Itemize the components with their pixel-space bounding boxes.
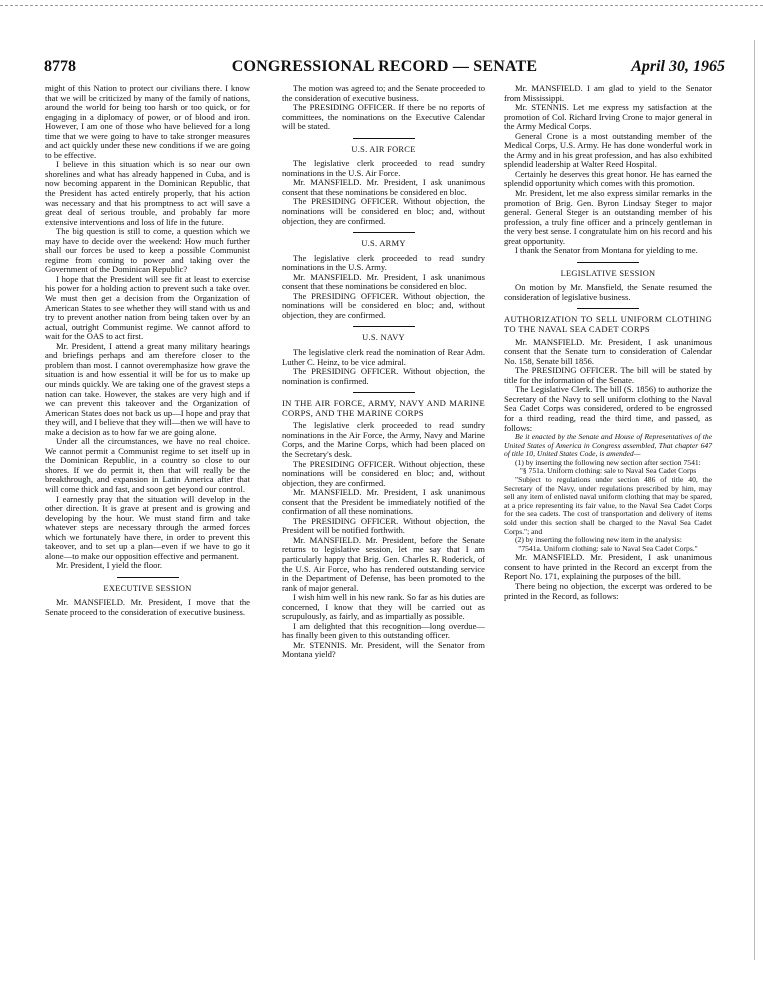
paragraph: Mr. MANSFIELD. Mr. President, before the Senate returns to legislative session, let me say that I am particularly happy that Brig. Gen. Charles R. Roderick, of the U.S. Air Force, who has rendered outstanding service in the Department of Defense, has been promoted to the rank of major general. [282, 534, 485, 593]
paragraph: I am delighted that this recognition—long overdue—has finally been given to this outstanding officer. [282, 620, 485, 641]
paragraph: The PRESIDING OFFICER. If there be no reports of committees, the nominations on the Executive Calendar will be stated. [282, 102, 485, 132]
paragraph: Mr. STENNIS. Let me express my satisfaction at the promotion of Col. Richard Irving Crone to major general in the Army Medical Corps. [504, 102, 712, 132]
paragraph: might of this Nation to protect our civilians there. I know that we will be criticized by many of the family of nations, around the world for being too harsh or too quick, or for engaging in a diplomacy of power, or of blood and iron. However, I am one of those who have believed for a long time that we were going to have to take stronger measures and act quickly under these new conditions if we are going to be effective. [45, 83, 250, 160]
page-number: 8778 [44, 58, 76, 75]
section-divider [353, 326, 415, 327]
paragraph: The legislative clerk read the nomination of Rear Adm. Luther C. Heinz, to be vice admiral. [282, 347, 485, 367]
paragraph: I wish him well in his new rank. So far as his duties are concerned, I know that they will be carried out as scrupulously, as fairly, and as impartially as possible. [282, 592, 485, 622]
paragraph: Mr. MANSFIELD. Mr. President, I ask unanimous consent that these nominations be considered en bloc. [282, 177, 485, 197]
paragraph: Mr. President, I attend a great many military hearings and briefings perhaps and am therefore closer to the problem than most. I cannot overemphasize how grave the situation is and how essential it will be for us to make up our minds quickly. We are taking one of the gravest steps a nation can take. However, the stakes are very high and if we can prevent this takeover and the Organization of American States does not back us up—I hope and pray that they will, and I believe that they will—then we will have to make a decision as to how far we are going alone. [45, 340, 250, 437]
section-divider [577, 262, 639, 263]
paragraph: The PRESIDING OFFICER. Without objection, the nominations will be considered en bloc; and, without objection, they are confirmed. [282, 290, 485, 320]
section-divider [117, 577, 179, 578]
paragraph: The PRESIDING OFFICER. Without objection, the nomination is confirmed. [282, 366, 485, 386]
paragraph: I earnestly pray that the situation will develop in the other direction. It is grave at present and is growing and developing by the hour. We must stand firm and take whatever steps are necessary through the armed forces which we fortunately have there, in order to prevent this takeover, and to set up a plan—even if we have to go it alone—to make our opposition effective and permanent. [45, 493, 250, 561]
text-column-3 [504, 84, 712, 601]
publication-title: CONGRESSIONAL RECORD — SENATE [231, 58, 538, 75]
paragraph: There being no objection, the excerpt was ordered to be printed in the Record, as follows: [504, 581, 712, 601]
paragraph: The PRESIDING OFFICER. The bill will be stated by title for the information of the Senate. [504, 365, 712, 385]
paragraph: Certainly he deserves this great honor. He has earned the splendid opportunity which comes with this promotion. [504, 168, 712, 189]
text-column-1 [45, 84, 250, 618]
paragraph: The motion was agreed to; and the Senate proceeded to the consideration of executive business. [282, 83, 485, 103]
paragraph: Mr. MANSFIELD. Mr. President, I ask unanimous consent to have printed in the Record an excerpt from the Report No. 171, explaining the purposes of the bill. [504, 552, 712, 582]
paragraph: Mr. MANSFIELD. Mr. President, I ask unanimous consent that the Senate turn to consideration of Calendar No. 158, Senate bill 1856. [504, 336, 712, 366]
paragraph: The PRESIDING OFFICER. Without objection, the President will be notified forthwith. [282, 515, 485, 536]
section-heading-all-services: IN THE AIR FORCE, ARMY, NAVY AND MARINE CORPS, AND THE MARINE CORPS [282, 398, 485, 418]
paragraph: The legislative clerk proceeded to read sundry nominations in the U.S. Air Force. [282, 158, 485, 178]
paragraph: On motion by Mr. Mansfield, the Senate resumed the consideration of legislative business. [504, 282, 712, 302]
publication-date: April 30, 1965 [631, 58, 725, 75]
paragraph: I believe in this situation which is so near our own shorelines and what has already happened in Cuba, and is now becoming apparent in the Dominican Republic, that the President has acted entirely properly, that his action was necessary and that his promptness to act will save a great deal of serious trouble, and probably far more extensive interventions and loss of life in the future. [45, 159, 250, 227]
scan-edge-line [754, 40, 755, 960]
bill-enacting-clause: Be it enacted by the Senate and House of Representatives of the United States of America in Congress assembled, That chapter 647 of title 10, United States Code, is amended— [504, 432, 712, 459]
section-heading-uniform-clothing: AUTHORIZATION TO SELL UNIFORM CLOTHING TO THE NAVAL SEA CADET CORPS [504, 314, 712, 335]
page-header [44, 58, 725, 80]
paragraph: I thank the Senator from Montana for yielding to me. [515, 245, 698, 256]
paragraph: The Legislative Clerk. The bill (S. 1856) to authorize the Secretary of the Navy to sell uniform clothing to the Naval Sea Cadet Corps was considered, ordered to be engrossed for a third reading, read the third time, and passed, as follows: [504, 384, 712, 433]
page-top-dashed-border [0, 5, 763, 6]
paragraph: Under all the circumstances, we have no real choice. We cannot permit a Communist regime to set itself up in the Dominican Republic, in a country so close to our shores. If we do permit it, then that will really be the breakthrough, and expansion in Latin America after that will come thick and fast, and soon get beyond our control. [45, 436, 250, 494]
bill-text: (1) by inserting the following new section after section 7541: [515, 457, 701, 467]
section-heading-legislative-session: LEGISLATIVE SESSION [560, 268, 656, 278]
bill-text: "Subject to regulations under section 486 of title 40, the Secretary of the Navy, under regulations prescribed by him, may sell any item of enlisted naval uniform clothing that may be spared, at a price representing its fair value, to the Naval Sea Cadet Corps for the sea cadets. The cost of transportation and delivery of items sold under this section shall be charged to the Naval Sea Cadet Corps."; and [504, 475, 712, 536]
bill-text: (2) by inserting the following new item in the analysis: [515, 535, 682, 545]
paragraph: Mr. MANSFIELD. Mr. President, I ask unanimous consent that these nominations be considered en bloc. [282, 271, 485, 292]
paragraph: Mr. STENNIS. Mr. President, will the Senator from Montana yield? [282, 639, 485, 660]
paragraph: Mr. MANSFIELD. Mr. President, I move that the Senate proceed to the consideration of executive business. [45, 597, 250, 617]
section-divider [353, 138, 415, 139]
section-divider [353, 232, 415, 233]
section-heading-army: U.S. ARMY [361, 239, 406, 249]
paragraph: Mr. MANSFIELD. Mr. President, I ask unanimous consent that the President be immediately notified of the confirmation of all these nominations. [282, 487, 485, 517]
section-heading-executive-session: EXECUTIVE SESSION [103, 583, 192, 593]
section-divider [577, 308, 639, 309]
paragraph: General Crone is a most outstanding member of the Medical Corps, U.S. Army. He has done wonderful work in the Army and in his great profession, and has also exhibited splendid leadership at Walter Reed Hospital. [504, 130, 712, 170]
paragraph: The legislative clerk proceeded to read sundry nominations in the U.S. Army. [282, 252, 485, 273]
text-column-2 [282, 84, 485, 660]
section-heading-navy: U.S. NAVY [362, 333, 405, 343]
paragraph: The big question is still to come, a question which we may have to decide over the weekend: How much further shall our forces be used to keep a possible Communist regime from coming to power and taking over the Government of the Dominican Republic? [45, 226, 250, 275]
bill-section-title: "7541a. Uniform clothing: sale to Naval Sea Cadet Corps." [518, 543, 698, 553]
paragraph: The legislative clerk proceeded to read sundry nominations in the Air Force, the Army, Navy and Marine Corps, and the Marine Corps, which had been placed on the Secretary's desk. [282, 420, 485, 459]
paragraph: Mr. President, let me also express similar remarks in the promotion of Brig. Gen. Byron Lindsay Steger to major general. General Steger is an outstanding member of his profession, a truly fine officer and a princely gentleman in the very best sense. I congratulate him on his record and his great opportunity. [504, 188, 712, 246]
paragraph: The PRESIDING OFFICER. Without objection, these nominations will be considered en bloc; and, without objection, they are confirmed. [282, 458, 485, 488]
section-heading-air-force: U.S. AIR FORCE [351, 144, 416, 154]
paragraph: The PRESIDING OFFICER. Without objection, the nominations will be considered en bloc; and, without objection, they are confirmed. [282, 196, 485, 226]
paragraph: Mr. President, I yield the floor. [56, 560, 162, 571]
paragraph: Mr. MANSFIELD. I am glad to yield to the Senator from Mississippi. [504, 83, 712, 103]
bill-section-title: "§ 751a. Uniform clothing: sale to Naval Sea Cadet Corps [519, 466, 697, 476]
section-divider [353, 392, 415, 393]
paragraph: I hope that the President will see fit at least to exercise his power for a holding action to prevent such a take over. We must then get a decision from the Organization of American States to see whether they will stand with us and try to prevent another nation from being taken over by an actual, outright Communist regime. We cannot afford to wait for the OAS to act first. [45, 273, 250, 342]
